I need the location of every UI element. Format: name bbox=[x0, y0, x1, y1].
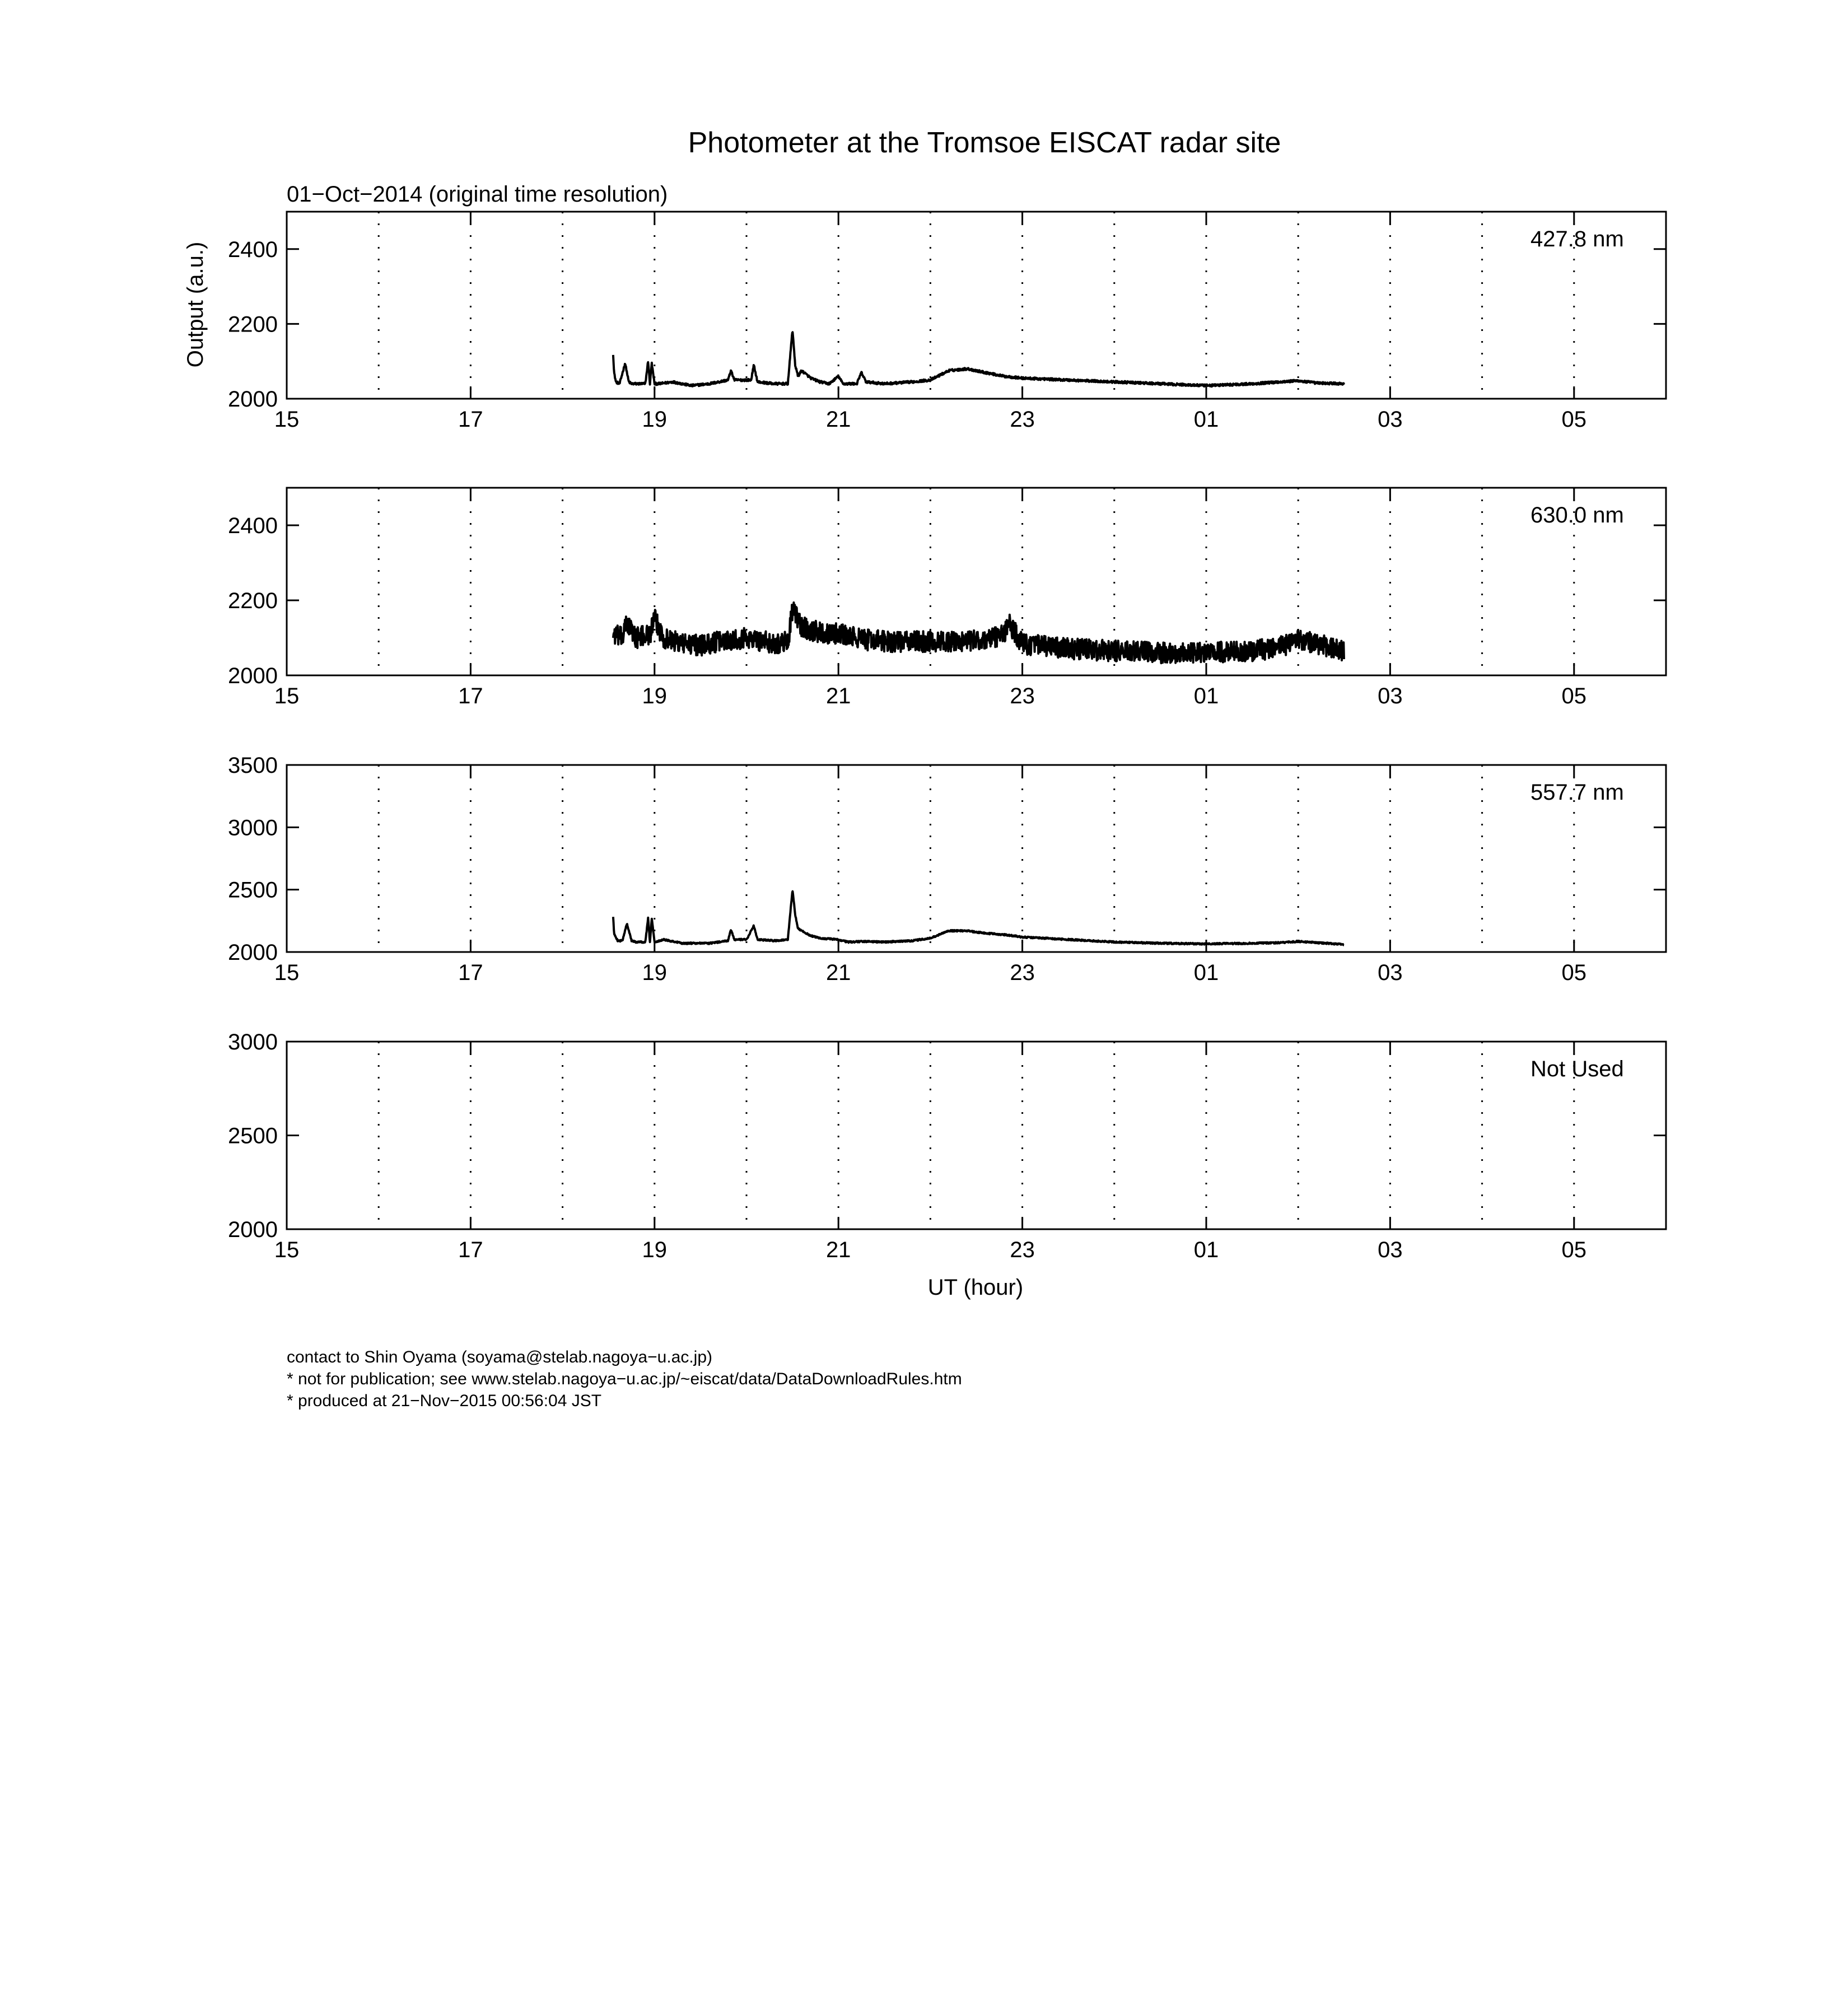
y-tick-label: 2000 bbox=[228, 940, 278, 965]
panels bbox=[228, 212, 1666, 1262]
x-tick-label: 23 bbox=[1010, 960, 1035, 985]
y-axis-label: Output (a.u.) bbox=[183, 241, 208, 368]
y-tick-label: 3000 bbox=[228, 1030, 278, 1054]
x-tick-label: 01 bbox=[1193, 684, 1219, 708]
y-tick-label: 2200 bbox=[228, 312, 278, 337]
series-line bbox=[613, 892, 1344, 945]
y-tick-label: 3000 bbox=[228, 815, 278, 841]
x-tick-label: 03 bbox=[1378, 1238, 1403, 1262]
x-tick-label: 19 bbox=[642, 1238, 668, 1262]
x-tick-label: 01 bbox=[1193, 960, 1219, 985]
y-tick-label: 2000 bbox=[228, 387, 278, 412]
x-tick-label: 17 bbox=[458, 1238, 483, 1262]
x-tick-label: 15 bbox=[274, 684, 300, 708]
y-tick-label: 2400 bbox=[228, 237, 278, 262]
x-tick-label: 23 bbox=[1010, 1238, 1035, 1262]
x-tick-label: 01 bbox=[1193, 407, 1219, 432]
x-tick-label: 19 bbox=[642, 684, 668, 708]
y-tick-label: 2400 bbox=[228, 514, 278, 538]
panel-2 bbox=[228, 488, 1666, 708]
band-label: Not Used bbox=[1530, 1057, 1624, 1081]
x-tick-label: 15 bbox=[274, 1238, 300, 1262]
series-line bbox=[613, 603, 1344, 663]
x-tick-label: 17 bbox=[458, 960, 483, 985]
y-tick-label: 2000 bbox=[228, 1217, 278, 1242]
band-label: 557.7 nm bbox=[1530, 780, 1624, 805]
x-tick-label: 05 bbox=[1561, 960, 1587, 985]
x-axis-label: UT (hour) bbox=[927, 1275, 1024, 1300]
x-tick-label: 05 bbox=[1561, 684, 1587, 708]
x-tick-label: 19 bbox=[642, 407, 668, 432]
x-tick-label: 21 bbox=[825, 407, 851, 432]
x-tick-label: 03 bbox=[1378, 960, 1403, 985]
panel-4 bbox=[228, 1030, 1666, 1262]
x-tick-label: 03 bbox=[1378, 684, 1403, 708]
y-tick-label: 2000 bbox=[228, 664, 278, 688]
series-line bbox=[613, 332, 1344, 386]
band-label: 427.8 nm bbox=[1530, 227, 1624, 251]
x-tick-label: 21 bbox=[825, 684, 851, 708]
x-tick-label: 03 bbox=[1378, 407, 1403, 432]
x-tick-label: 23 bbox=[1010, 407, 1035, 432]
footer-publication-note: * not for publication; see www.stelab.nagoya−u.ac.jp/~eiscat/data/DataDownloadRules.htm bbox=[287, 1370, 962, 1388]
panel-3 bbox=[228, 753, 1666, 985]
axes-frame bbox=[287, 1042, 1666, 1229]
x-tick-label: 19 bbox=[642, 960, 668, 985]
figure-title: Photometer at the Tromsoe EISCAT radar site bbox=[688, 127, 1281, 159]
footer-notes bbox=[287, 1346, 962, 1412]
y-tick-label: 3500 bbox=[228, 753, 278, 778]
y-tick-label: 2200 bbox=[228, 589, 278, 613]
figure-subtitle: 01−Oct−2014 (original time resolution) bbox=[287, 182, 668, 207]
y-tick-label: 2500 bbox=[228, 878, 278, 903]
x-tick-label: 17 bbox=[458, 407, 483, 432]
band-label: 630.0 nm bbox=[1530, 503, 1624, 528]
x-tick-label: 21 bbox=[825, 960, 851, 985]
x-tick-label: 15 bbox=[274, 960, 300, 985]
axes-frame bbox=[287, 765, 1666, 952]
x-tick-label: 21 bbox=[825, 1238, 851, 1262]
footer-produced-note: * produced at 21−Nov−2015 00:56:04 JST bbox=[287, 1392, 602, 1410]
x-tick-label: 05 bbox=[1561, 1238, 1587, 1262]
x-tick-label: 23 bbox=[1010, 684, 1035, 708]
x-tick-label: 15 bbox=[274, 407, 300, 432]
footer-contact: contact to Shin Oyama (soyama@stelab.nagoya−u.ac.jp) bbox=[287, 1348, 713, 1366]
y-tick-label: 2500 bbox=[228, 1123, 278, 1149]
panel-1 bbox=[228, 212, 1666, 432]
x-tick-label: 05 bbox=[1561, 407, 1587, 432]
x-tick-label: 01 bbox=[1193, 1238, 1219, 1262]
x-tick-label: 17 bbox=[458, 684, 483, 708]
